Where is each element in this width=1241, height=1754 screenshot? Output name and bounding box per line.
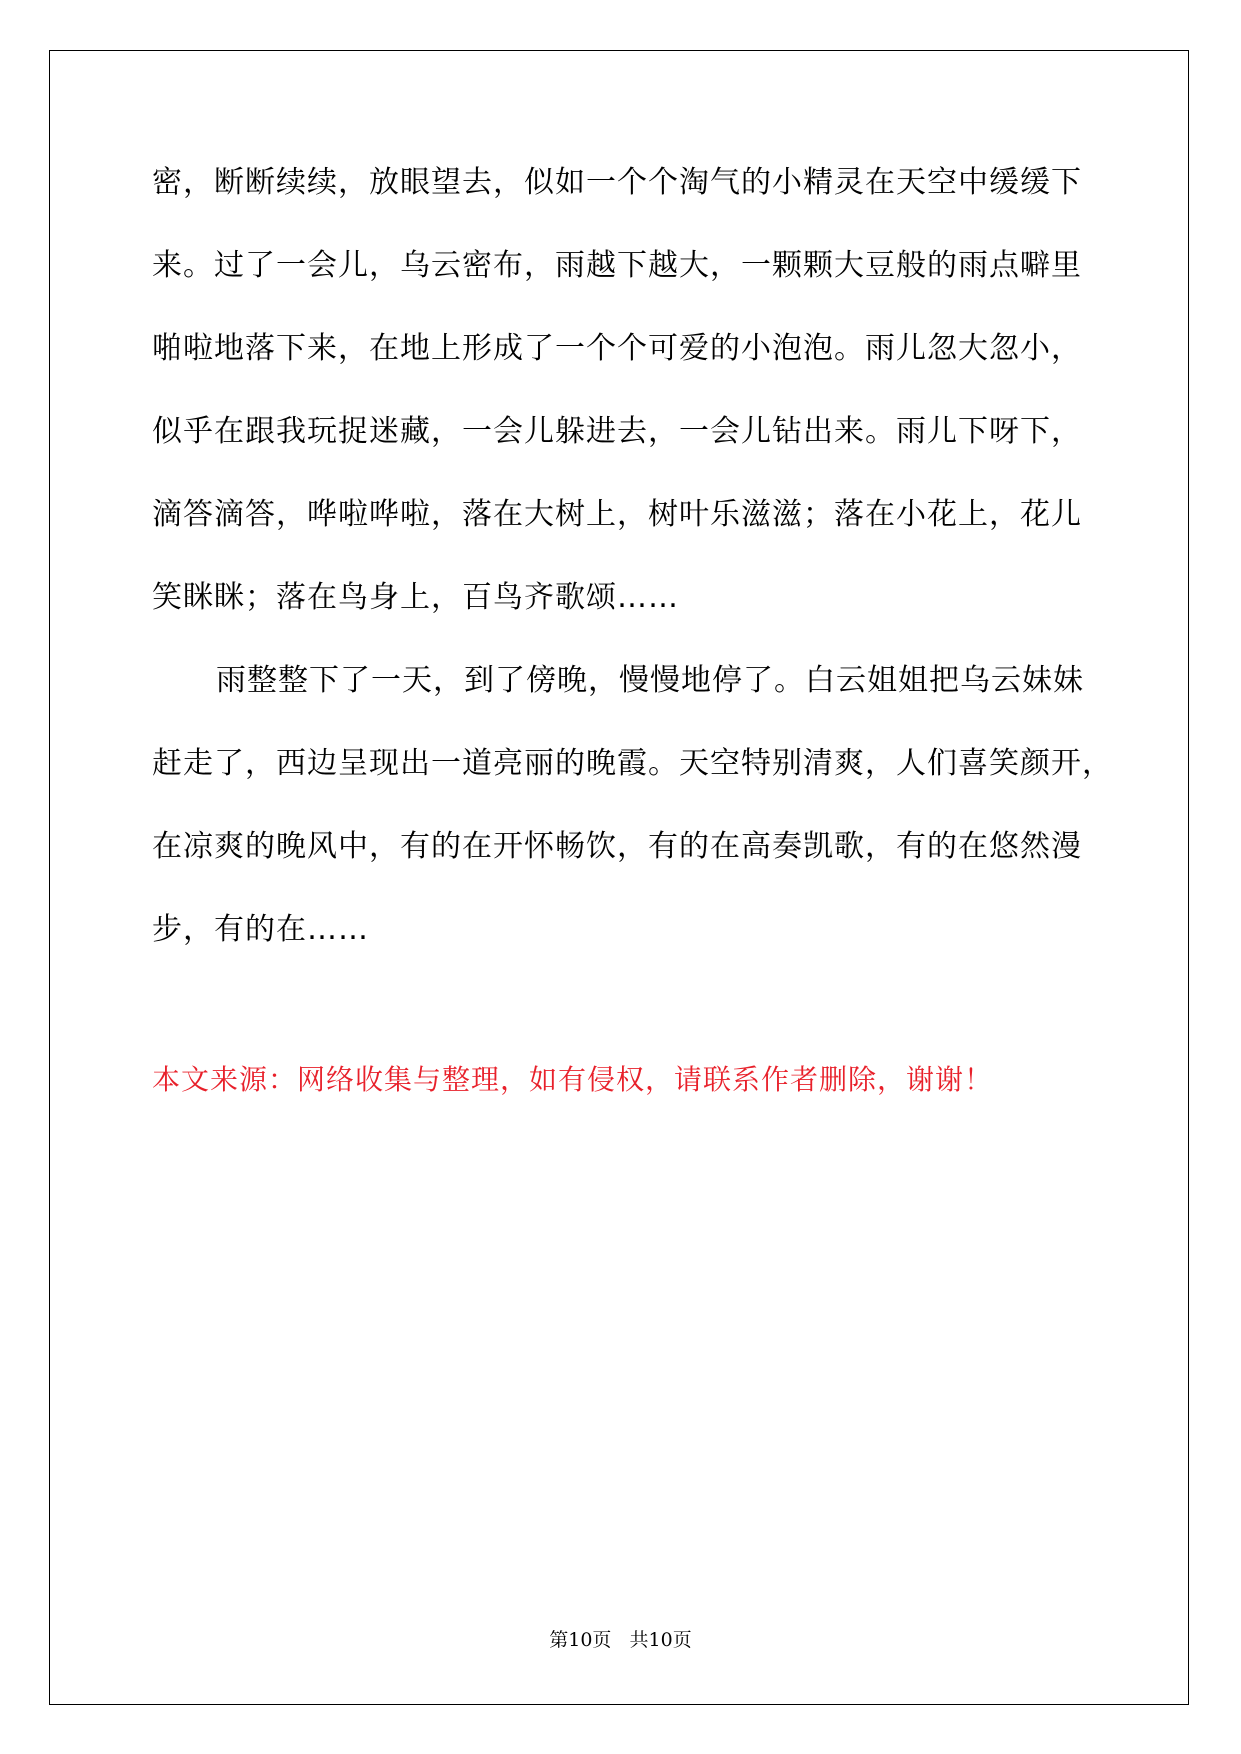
paragraph-2-line-3: 在凉爽的晚风中，有的在开怀畅饮，有的在高奏凯歌，有的在悠然漫 [152, 829, 1082, 864]
document-body [152, 160, 1112, 990]
paragraph-2-line-1: 雨整整下了一天，到了傍晚，慢慢地停了。白云姐姐把乌云妹妹 [216, 663, 1084, 698]
paragraph-1-line-1: 密，断断续续，放眼望去，似如一个个淘气的小精灵在天空中缓缓下 [152, 165, 1082, 200]
source-note: 本文来源：网络收集与整理，如有侵权，请联系作者删除，谢谢！ [152, 1063, 994, 1096]
paragraph-1-line-3: 啪啦地落下来，在地上形成了一个个可爱的小泡泡。雨儿忽大忽小， [152, 331, 1082, 366]
paragraph-1-line-5: 滴答滴答，哗啦哗啦，落在大树上，树叶乐滋滋；落在小花上，花儿 [152, 497, 1082, 532]
paragraph-1-line-6: 笑眯眯；落在鸟身上，百鸟齐歌颂…… [152, 580, 679, 615]
page-footer: 第10页 共10页 [549, 1629, 692, 1651]
paragraph-1-line-2: 来。过了一会儿，乌云密布，雨越下越大，一颗颗大豆般的雨点噼里 [152, 248, 1082, 283]
paragraph-2-line-4: 步，有的在…… [152, 912, 369, 947]
paragraph-2-line-2: 赶走了，西边呈现出一道亮丽的晚霞。天空特别清爽，人们喜笑颜开， [152, 746, 1113, 781]
paragraph-1-line-4: 似乎在跟我玩捉迷藏，一会儿躲进去，一会儿钻出来。雨儿下呀下， [152, 414, 1082, 449]
